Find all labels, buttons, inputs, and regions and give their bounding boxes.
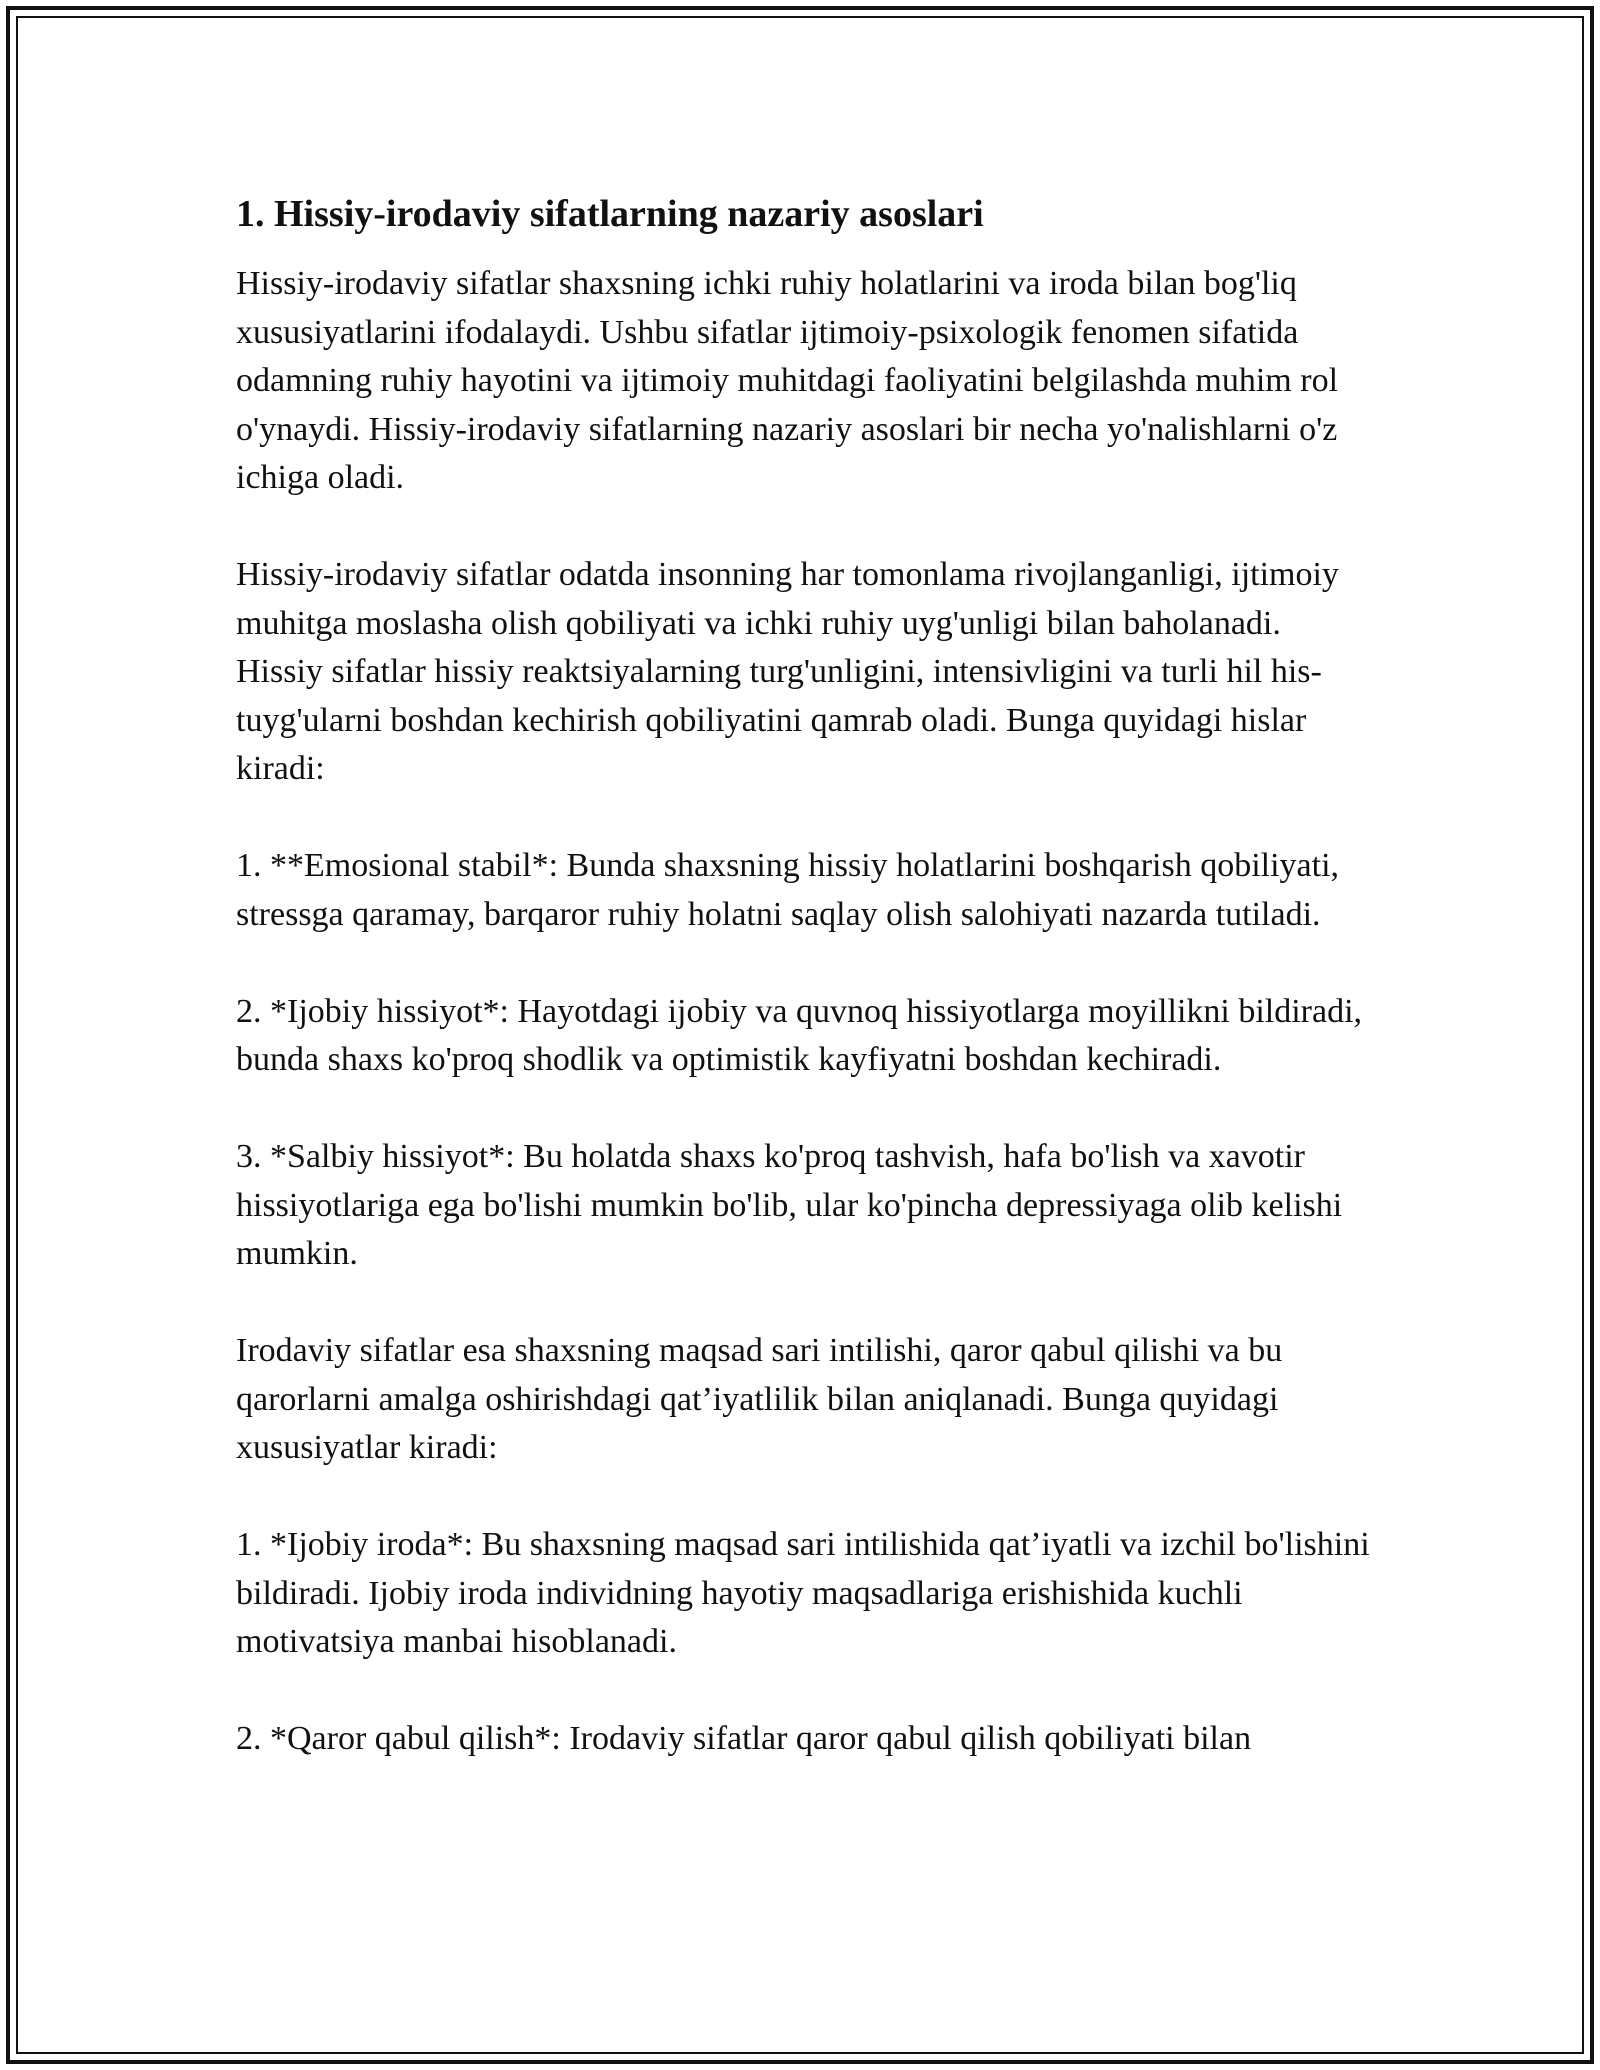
paragraph-volitional-qualities: Irodaviy sifatlar esa shaxsning maqsad sari intilishi, qaror qabul qilishi va bu qarorlarni amalga oshirishdagi qat’iyatlilik bilan aniqlanadi. Bunga quyidagi xususiyatlar kiradi: [236, 1332, 1283, 1466]
list-item-positive-emotion: 2. *Ijobiy hissiyot*: Hayotdagi ijobiy va quvnoq hissiyotlarga moyillikni bildiradi, bunda shaxs ko'proq shodlik va optimistik kayfiyatni boshdan kechiradi. [236, 992, 1363, 1078]
section-heading: 1. Hissiy-irodaviy sifatlarning nazariy asoslari [236, 193, 984, 235]
paragraph-emotional-qualities: Hissiy-irodaviy sifatlar odatda insonning har tomonlama rivojlanganligi, ijtimoiy muhitga moslasha olish qobiliyati va ichki ruhiy uyg'unligi bilan baholanadi. Hissiy sifatlar hissiy reaktsiyalarning turg'unligini, intensivligini va turli hil his-tuyg'ularni boshdan kechirish qobiliyatini qamrab oladi. Bunga quyidagi hislar kiradi: [236, 556, 1339, 787]
list-item-negative-emotion: 3. *Salbiy hissiyot*: Bu holatda shaxs ko'proq tashvish, hafa bo'lish va xavotir hissiyotlariga ega bo'lishi mumkin bo'lib, ular ko'pincha depressiyaga olib kelishi mumkin. [236, 1138, 1343, 1272]
list-item-emotional-stability: 1. **Emosional stabil*: Bunda shaxsning hissiy holatlarini boshqarish qobiliyati, stressga qaramay, barqaror ruhiy holatni saqlay olish salohiyati nazarda tutiladi. [236, 847, 1340, 933]
document-body [236, 190, 1376, 1764]
paragraph-intro: Hissiy-irodaviy sifatlar shaxsning ichki ruhiy holatlarini va iroda bilan bog'liq xususiyatlarini ifodalaydi. Ushbu sifatlar ijtimoiy-psixologik fenomen sifatida odamning ruhiy hayotini va ijtimoiy muhitdagi faoliyatini belgilashda muhim rol o'ynaydi. Hissiy-irodaviy sifatlarning nazariy asoslari bir necha yo'nalishlarni o'z ichiga oladi. [236, 265, 1339, 496]
list-item-decision-making: 2. *Qaror qabul qilish*: Irodaviy sifatlar qaror qabul qilish qobiliyati bilan [236, 1720, 1252, 1757]
list-item-positive-will: 1. *Ijobiy iroda*: Bu shaxsning maqsad sari intilishida qat’iyatli va izchil bo'lishini bildiradi. Ijobiy iroda individning hayotiy maqsadlariga erishishida kuchli motivatsiya manbai hisoblanadi. [236, 1526, 1370, 1660]
